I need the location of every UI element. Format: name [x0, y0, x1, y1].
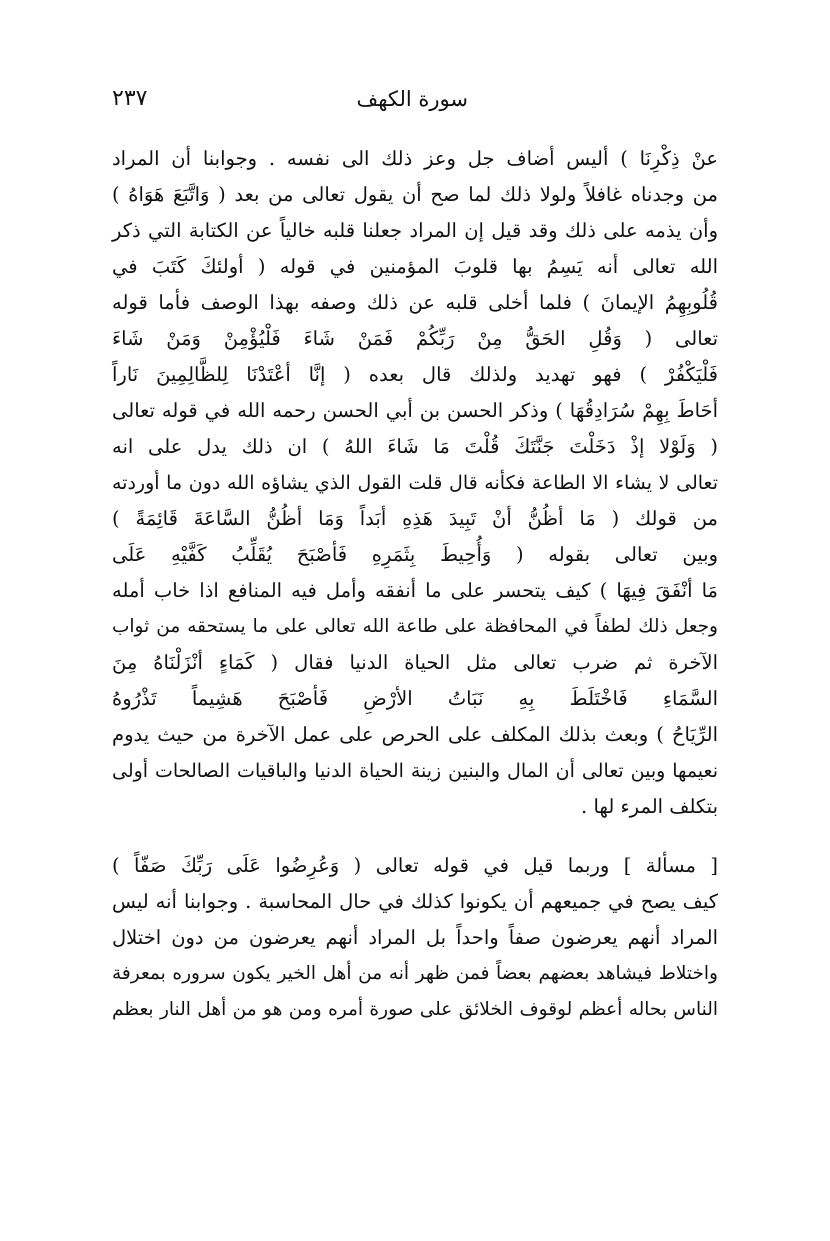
text-line: المراد أنهم يعرضون صفاً واحداً بل المراد أنهم يعرضون من دون اختلال: [112, 926, 718, 949]
text-line: الناس بحاله أعظم لوقوف الخلائق على صورة أمره ومن هو من أهل النار بعظم: [112, 999, 718, 1020]
page-header: [112, 84, 718, 114]
text-line: أحَاطَ بِهِمْ سُرَادِقُهَا ) وذكر الحسن بن أبي الحسن رحمه الله في قوله تعالى: [112, 399, 718, 422]
text-line: الآخرة ثم ضرب تعالى مثل الحياة الدنيا فقال ( كَمَاءٍ أنْزَلْنَاهُ مِنَ: [112, 651, 718, 674]
text-line: السَّمَاءِ فَاخْتَلَطَ بِهِ نَبَاتُ الأرْضِ فَأصْبَحَ هَشِيماً تَذْرُوهُ: [112, 687, 718, 710]
text-line: عنْ ذِكْرِنَا ) أليس أضاف جل وعز ذلك الى نفسه . وجوابنا أن المراد: [112, 147, 718, 170]
text-line: من وجدناه غافلاً ولولا ذلك لما صح أن يقول تعالى من بعد ( وَاتَّبَعَ هَوَاهُ ): [112, 183, 718, 206]
text-line: قُلُوبِهِمُ الإيمانَ ) فلما أخلى قلبه عن ذلك وصفه بهذا الوصف فأما قوله: [112, 291, 718, 314]
text-line: وبين تعالى بقوله ( وَأُحِيطَ بِثَمَرِهِ فَأصْبَحَ يُقَلِّبُ كَفَّيْهِ عَلَى: [112, 543, 718, 566]
text-line: تعالى لا يشاء الا الطاعة فكأنه قال قلت القول الذي يشاؤه الله دون ما أوردته: [112, 472, 718, 494]
text-line: تعالى ( وَقُلِ الحَقُّ مِنْ رَبِّكُمْ فَمَنْ شَاءَ فَلْيُؤْمِنْ وَمَنْ شَاءَ: [112, 327, 718, 350]
text-line: وأن يذمه على ذلك وقد قيل إن المراد جعلنا قلبه خالياً عن الكتابة التي ذكر: [112, 219, 718, 242]
text-line: من قولك ( مَا أظُنُّ أنْ تَبِيدَ هَذِهِ أبَداً وَمَا أظُنُّ السَّاعَةَ قَائِمَةً ): [112, 507, 718, 530]
text-line: ( وَلَوْلا إذْ دَخَلْتَ جَنَّتَكَ قُلْتَ مَا شَاءَ اللهُ ) ان ذلك يدل على انه: [112, 435, 718, 458]
text-line: بتكلف المرء لها .: [581, 795, 718, 818]
text-line: فَلْيَكْفُرْ ) فهو تهديد ولذلك قال بعده ( إنَّا أعْتَدْنَا لِلظَّالِمِينَ نَاراً: [112, 363, 718, 386]
page-number: ٢٣٧: [112, 86, 148, 111]
surah-title: سورة الكهف: [356, 87, 468, 111]
text-line: مَا أنْفَقَ فِيهَا ) كيف يتحسر على ما أنفقه وأمل فيه المنافع اذا خاب أمله: [112, 579, 718, 602]
text-line: واختلاط فيشاهد بعضهم بعضاً فمن ظهر أنه من أهل الخير يكون سروره بمعرفة: [112, 963, 718, 984]
text-line: الله تعالى أنه يَسِمُ بها قلوبَ المؤمنين في قوله ( أولئكَ كَتَبَ في: [112, 255, 718, 278]
text-line: كيف يصح في جميعهم أن يكونوا كذلك في حال المحاسبة . وجوابنا أنه ليس: [112, 890, 718, 913]
text-line: الرِّيَاحُ ) وبعث بذلك المكلف على الحرص على عمل الآخرة من حيث يدوم: [112, 723, 718, 746]
text-line: وجعل ذلك لطفاً في المحافظة على طاعة الله تعالى على ما يستحقه من ثواب: [112, 616, 718, 637]
text-line: نعيمها وبين تعالى أن المال والبنين زينة الحياة الدنيا والباقيات الصالحات أولى: [112, 760, 718, 782]
text-line: [ مسألة ] وربما قيل في قوله تعالى ( وَعُرِضُوا عَلَى رَبِّكَ صَفّاً ): [112, 854, 718, 877]
